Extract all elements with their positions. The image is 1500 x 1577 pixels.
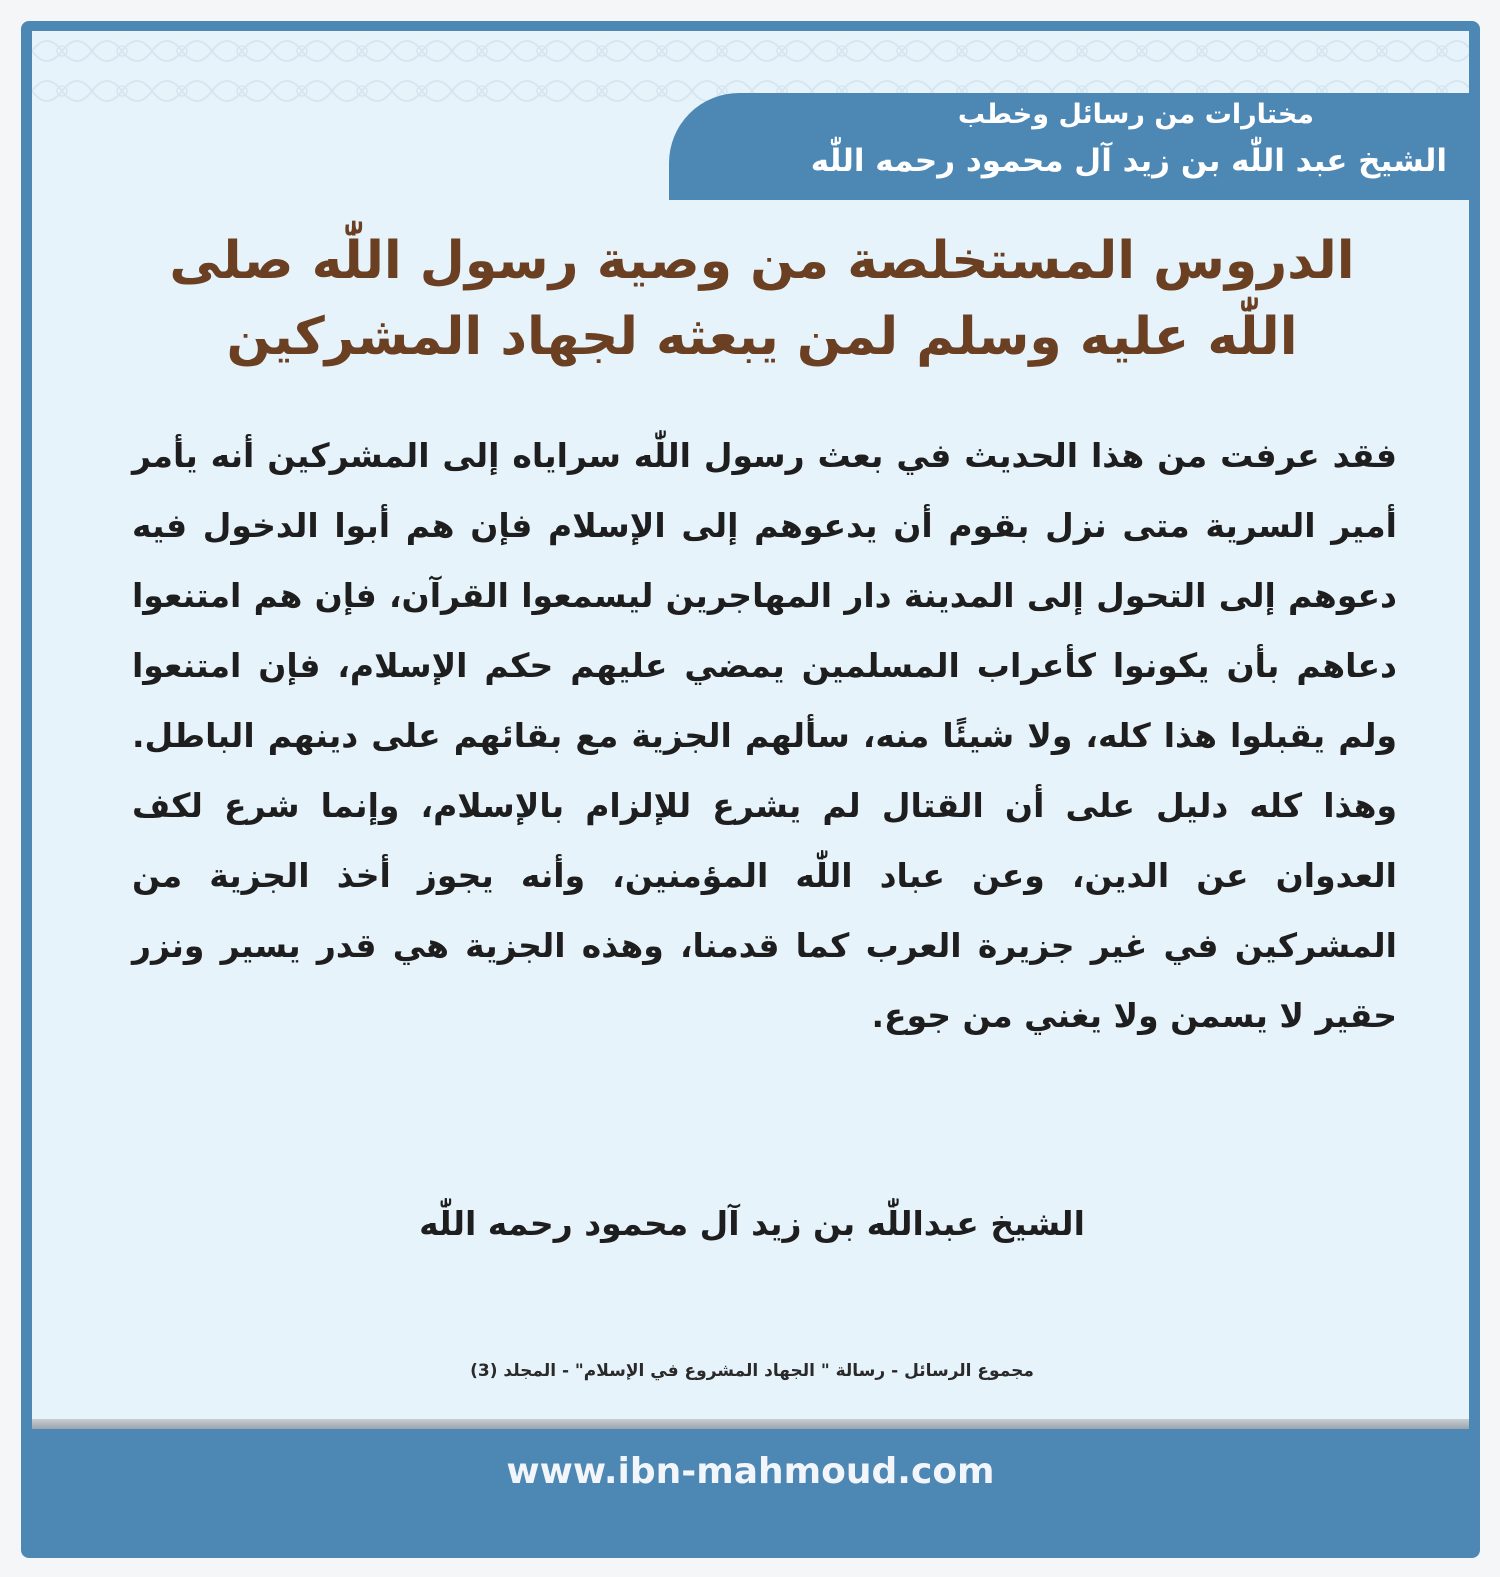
header-series-title: مختارات من رسائل وخطب (957, 99, 1314, 130)
quote-card (21, 21, 1480, 1558)
website-link[interactable]: www.ibn-mahmoud.com (506, 1451, 995, 1492)
source-citation: مجموع الرسائل - رسالة " الجهاد المشروع في الإسلام" - المجلد (3) (470, 1361, 1034, 1381)
article-body: فقد عرفت من هذا الحديث في بعث رسول اللّٰه سراياه إلى المشركين أنه يأمر أمير السرية متى نزل بقوم أن يدعوهم إلى الإسلام فإن هم أبوا الدخول فيه دعوهم إلى التحول إلى المدينة دار المهاجرين ليسمعوا القرآن، فإن هم امتنعوا دعاهم بأن يكونوا كأعراب المسلمين يمضي عليهم حكم الإسلام، فإن امتنعوا ولم يقبلوا هذا كله، ولا شيئًا منه، سألهم الجزية مع بقائهم على دينهم الباطل. وهذا كله دليل على أن القتال لم يشرع للإلزام بالإسلام، وإنما شرع لكف العدوان عن الدين، وعن عباد اللّٰه المؤمنين، وأنه يجوز أخذ الجزية من المشركين في غير جزيرة العرب كما قدمنا، وهذه الجزية هي قدر يسير ونزر حقير لا يسمن ولا يغني من جوع. (132, 436, 1397, 1035)
content-panel (32, 31, 1469, 1429)
panel-divider (32, 1419, 1469, 1429)
author-signature: الشيخ عبداللّٰه بن زيد آل محمود رحمه اللّٰه (419, 1204, 1085, 1243)
header-banner (669, 93, 1469, 200)
header-author: الشيخ عبد اللّٰه بن زيد آل محمود رحمه اللّٰه (810, 143, 1447, 179)
article-title: الدروس المستخلصة من وصية رسول اللّٰه صلى اللّٰه عليه وسلم لمن يبعثه لجهاد المشركين (169, 231, 1355, 367)
